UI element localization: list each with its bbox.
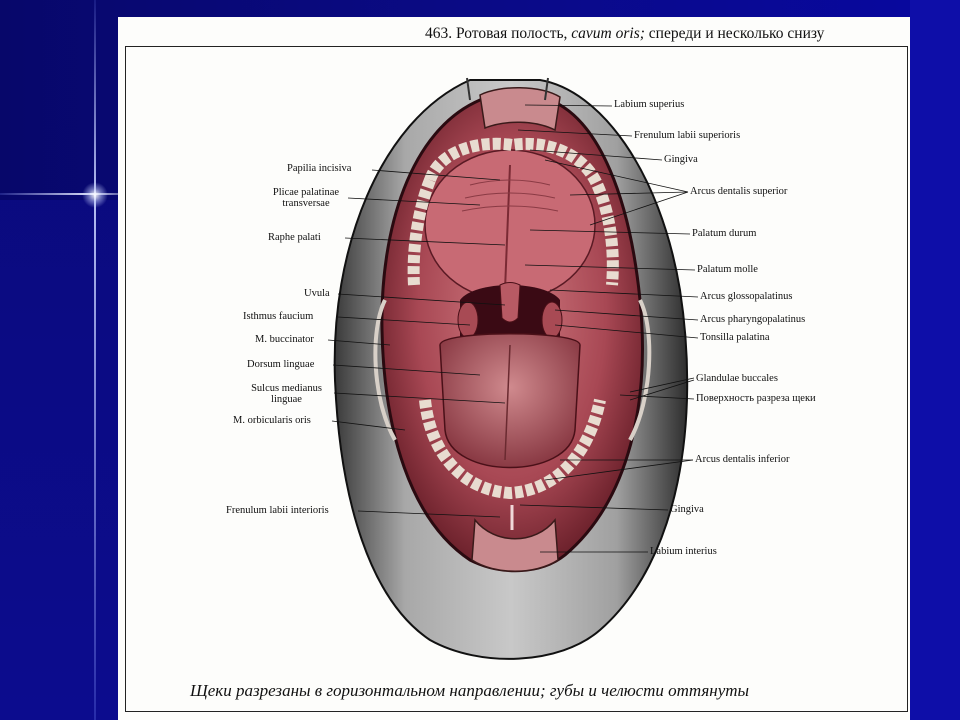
label-glandulae-buccales: Glandulae buccales [696,373,778,384]
label-arcus-glossopalatinus: Arcus glossopalatinus [700,291,793,302]
label-m-orbicularis-oris: M. orbicularis oris [233,415,311,426]
label-papilla-incisiva: Papilia incisiva [287,163,352,174]
label-plicae-palatinae [261,187,351,209]
label-arcus-dentalis-inferior: Arcus dentalis inferior [695,454,790,465]
figure-title-latin: cavum oris; [571,25,645,42]
figure-footer-caption: Щеки разрезаны в горизонтальном направлении; губы и челюсти оттянуты [190,681,750,700]
label-palatum-durum: Palatum durum [692,228,757,239]
label-arcus-dentalis-superior: Arcus dentalis superior [690,186,788,197]
tonsil-left [458,302,478,338]
label-sulcus-medianus-line2: linguae [271,394,302,405]
label-uvula: Uvula [304,288,330,299]
label-sulcus-medianus-line1: Sulcus medianus [251,383,322,394]
label-dorsum-linguae: Dorsum linguae [247,359,315,370]
label-gingiva-upper: Gingiva [664,154,698,165]
label-labium-superius: Labium superius [614,99,685,110]
label-plicae-palatinae-line2: transversae [282,198,330,209]
figure-title-number: 463. Ротовая полость, [425,25,572,42]
tonsil-right [542,302,562,338]
label-m-buccinator: M. buccinator [255,334,314,345]
label-cheek-cut-surface: Поверхность разреза щеки [696,393,816,404]
label-arcus-pharyngopalatinus: Arcus pharyngopalatinus [700,314,806,325]
uvula [500,283,520,323]
label-labium-interius: Labium interius [650,546,717,557]
label-palatum-molle: Palatum molle [697,264,758,275]
label-frenulum-labii-superioris: Frenulum labii superioris [634,130,741,141]
label-raphe-palati: Raphe palati [268,232,321,243]
label-gingiva-lower: Gingiva [670,504,704,515]
label-sulcus-medianus [239,383,334,405]
label-plicae-palatinae-line1: Plicae palatinae [272,187,340,198]
figure-title-rest: спереди и несколько снизу [644,25,825,42]
label-isthmus-faucium: Isthmus faucium [243,311,314,322]
label-tonsilla-palatina: Tonsilla palatina [700,332,770,343]
label-frenulum-labii-interioris: Frenulum labii interioris [226,505,329,516]
